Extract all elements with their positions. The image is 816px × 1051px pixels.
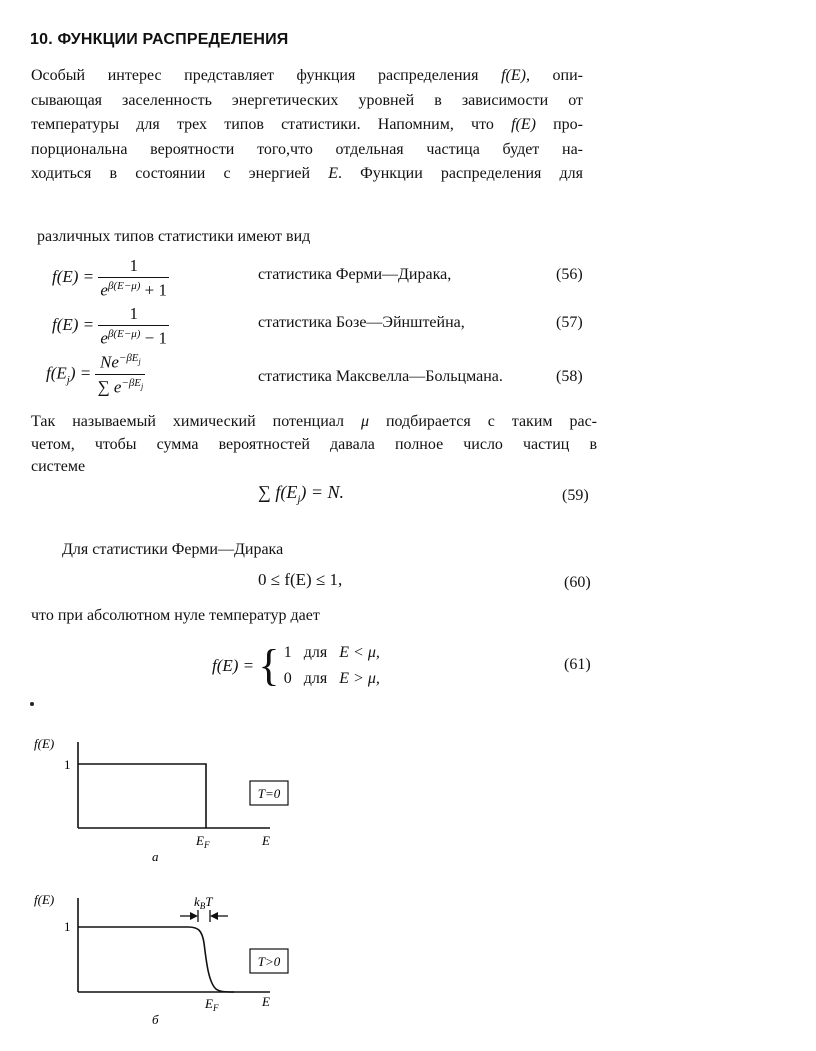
fig-a-ytick: 1 bbox=[64, 757, 71, 772]
fig-b-caption: б bbox=[152, 1012, 159, 1027]
equation-59: ∑ $f(E_j) = N$. bbox=[258, 482, 345, 506]
fig-b-ytick: 1 bbox=[64, 919, 71, 934]
intro-line-4: порциональна вероятности того,что отдельная частица будет на- bbox=[31, 140, 583, 158]
fig-a-temp-label: T=0 bbox=[257, 786, 281, 801]
fig-b-ylabel: f(E) bbox=[34, 892, 55, 907]
equation-58-label: статистика Максвелла—Больцмана. bbox=[258, 368, 503, 385]
equation-60: 0 ≤ f(E) ≤ 1, bbox=[258, 570, 343, 589]
equation-61: f(E) = { 1 для E < μ, 0 для E > μ, bbox=[212, 641, 380, 690]
curly-brace: { bbox=[258, 641, 280, 690]
fig-a-caption: а bbox=[152, 849, 159, 864]
cases-block: 1 для E < μ, 0 для E > μ, bbox=[283, 644, 380, 687]
stats-intro-line: различных типов статистики имеют вид bbox=[37, 228, 311, 245]
intro-line-1: Особый интерес представляет функция распределения f(E), опи- bbox=[31, 67, 584, 84]
equation-58: $f(E_j)$ = $\frac{Ne^{-\beta E_j}}{\sum e^{-\beta E_j}}$ bbox=[46, 352, 144, 397]
equation-61-number: (61) bbox=[564, 656, 591, 673]
chem-line-3: системе bbox=[31, 458, 86, 475]
equation-57: f(E) = $\frac{1}{e^{\beta(E-\mu)} - 1}$ bbox=[52, 304, 168, 348]
stray-dot bbox=[30, 702, 34, 706]
intro-line-5: ходиться в состоянии с энергией E. Функции распределения для bbox=[31, 165, 584, 182]
equation-57-number: (57) bbox=[556, 314, 583, 331]
figure-a-step-function bbox=[30, 732, 300, 867]
intro-line-3: температуры для трех типов статистики. Напомним, что f(E) про- bbox=[31, 116, 584, 133]
fig-b-fermi-label: $E_F$ bbox=[205, 996, 219, 1013]
fig-b-width-label: $k_BT$ bbox=[194, 894, 213, 911]
equation-56: f(E) = $\frac{1}{e^{\beta(E-\mu)} + 1}$ bbox=[52, 256, 168, 300]
equation-60-number: (60) bbox=[564, 574, 591, 591]
fig-b-fermi-curve bbox=[78, 927, 234, 992]
fig-a-fermi-label: $E_F$ bbox=[196, 833, 210, 850]
intro-line-2: сывающая заселенность энергетических уровней в зависимости от bbox=[31, 91, 583, 109]
fig-b-temp-label: T>0 bbox=[257, 954, 281, 969]
fig-a-step-curve bbox=[78, 764, 206, 828]
absolute-zero-text: что при абсолютном нуле температур дает bbox=[31, 607, 320, 624]
fermi-dirac-intro: Для статистики Ферми—Дирака bbox=[62, 541, 284, 558]
intro-paragraph bbox=[31, 64, 583, 187]
fig-a-x-label: E bbox=[262, 833, 270, 848]
figure-b-smooth-step bbox=[30, 888, 300, 1028]
chem-potential-paragraph bbox=[31, 410, 597, 456]
equation-56-label: статистика Ферми—Дирака, bbox=[258, 266, 452, 283]
equation-56-number: (56) bbox=[556, 266, 583, 283]
equation-57-label: статистика Бозе—Эйнштейна, bbox=[258, 314, 465, 331]
fig-a-ylabel: f(E) bbox=[34, 736, 55, 751]
chem-line-2: четом, чтобы сумма вероятностей давала полное число частиц в bbox=[31, 436, 597, 453]
fig-b-x-label: E bbox=[262, 994, 270, 1009]
equation-59-number: (59) bbox=[562, 487, 589, 504]
equation-58-number: (58) bbox=[556, 368, 583, 385]
chem-line-1: Так называемый химический потенциал μ подбирается с таким рас- bbox=[31, 413, 597, 430]
fig-b-left-arrowhead bbox=[190, 912, 198, 920]
section-title: 10. ФУНКЦИИ РАСПРЕДЕЛЕНИЯ bbox=[30, 31, 289, 48]
